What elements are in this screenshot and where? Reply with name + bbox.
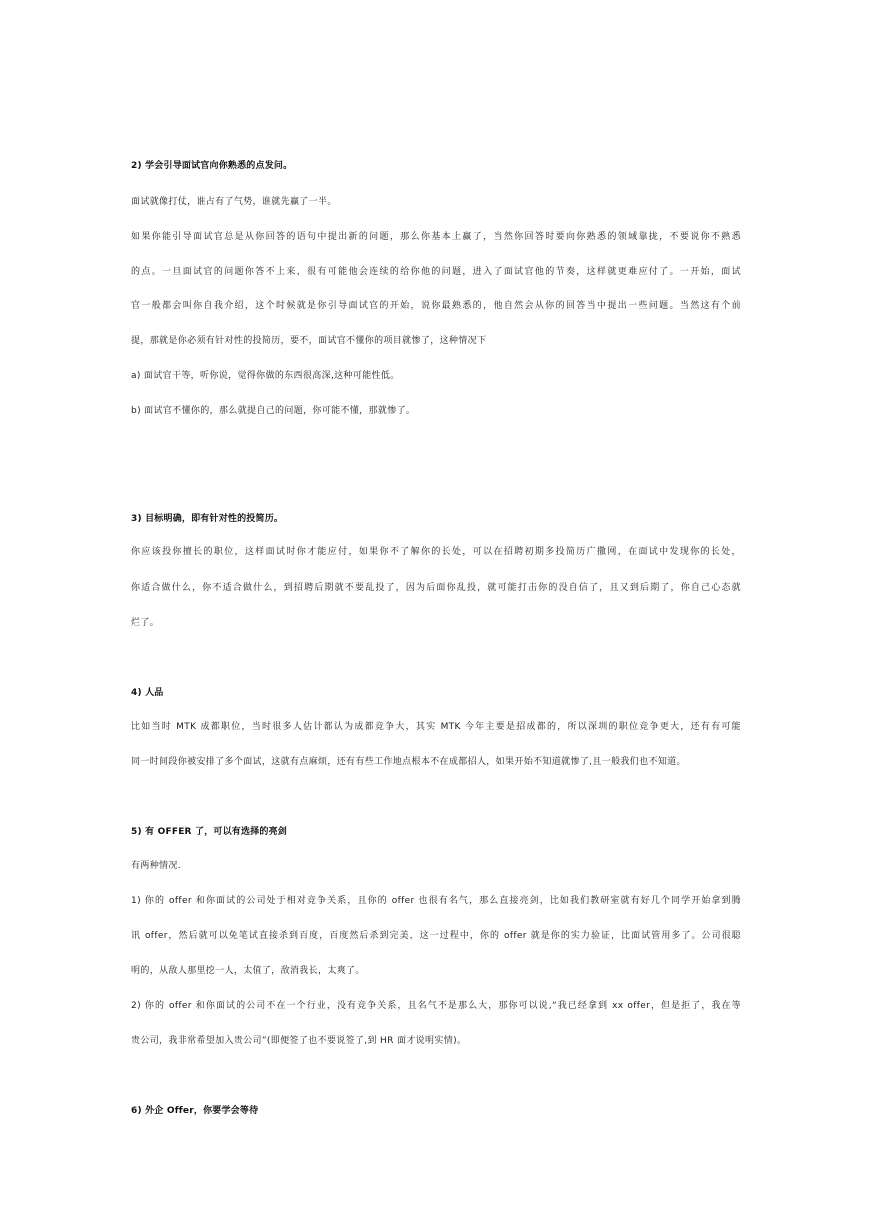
section-heading: 4) 人品 bbox=[131, 688, 164, 698]
paragraph-line: 的点。一旦面试官的问题你答不上来，很有可能他会连续的给你他的问题，进入了面试官他的节奏，这样就更难应付了。一开始，面试 bbox=[131, 267, 741, 277]
paragraph-line: 有两种情况. bbox=[131, 861, 181, 871]
section-heading: 5) 有 OFFER 了，可以有选择的亮剑 bbox=[131, 827, 288, 837]
paragraph-line: 烂了。 bbox=[131, 618, 160, 628]
paragraph-line: 你适合做什么，你不适合做什么，到招聘后期就不要乱投了，因为后面你乱投，就可能打击你的没自信了，且又到后期了，你自己心态就 bbox=[131, 583, 741, 593]
paragraph-line: 提，那就是你必须有针对性的投简历，要不，面试官不懂你的项目就惨了，这种情况下 bbox=[131, 336, 487, 346]
section-heading: 2) 学会引导面试官向你熟悉的点发问。 bbox=[131, 161, 293, 171]
paragraph-line: 你应该投你擅长的职位，这样面试时你才能应付，如果你不了解你的长处，可以在招聘初期多投简历广撒网，在面试中发现你的长处， bbox=[131, 547, 741, 557]
paragraph-line: 比如当时 MTK 成都职位，当时很多人估计都认为成都竞争大，其实 MTK 今年主要是招成都的，所以深圳的职位竞争更大，还有有可能 bbox=[131, 722, 741, 732]
paragraph-line: 官一般都会叫你自我介绍，这个时候就是你引导面试官的开始，说你最熟悉的，他自然会从你的回答当中提出一些问题。当然这有个前 bbox=[131, 301, 741, 311]
paragraph-line: 讯 offer，然后就可以免笔试直接杀到百度，百度然后杀到完美，这一过程中，你的 offer 就是你的实力验证，比面试管用多了。公司很聪 bbox=[131, 931, 741, 941]
section-heading: 6) 外企 Offer，你要学会等待 bbox=[131, 1106, 259, 1116]
list-item: 2) 你的 offer 和你面试的公司不在一个行业，没有竞争关系，且名气不是那么大，那你可以说,“我已经拿到 xx offer，但是拒了，我在等 bbox=[131, 1001, 741, 1011]
paragraph-line: 如果你能引导面试官总是从你回答的语句中提出新的问题，那么你基本上赢了，当然你回答时要向你熟悉的领域靠拢，不要说你不熟悉 bbox=[131, 232, 741, 242]
paragraph-line: 同一时间段你被安排了多个面试，这就有点麻烦，还有有些工作地点根本不在成都招人，如果开始不知道就惨了,且一般我们也不知道。 bbox=[131, 757, 686, 767]
section-heading: 3) 目标明确，即有针对性的投简历。 bbox=[131, 514, 284, 524]
paragraph-line: 面试就像打仗，谁占有了气势，谁就先赢了一半。 bbox=[131, 197, 337, 207]
paragraph-line: 明的，从敌人那里挖一人，太值了，敌消我长，太爽了。 bbox=[131, 966, 365, 976]
list-item: b) 面试官不懂你的，那么就提自己的问题，你可能不懂，那就惨了。 bbox=[131, 406, 416, 416]
paragraph-line: 贵公司，我非常希望加入贵公司”(即便签了也不要说签了,到 HR 面才说明实情)。 bbox=[131, 1036, 467, 1046]
list-item: 1) 你的 offer 和你面试的公司处于相对竞争关系，且你的 offer 也很有名气，那么直接亮剑，比如我们教研室就有好几个同学开始拿到腾 bbox=[131, 896, 741, 906]
list-item: a) 面试官干等，听你说，觉得你做的东西很高深,这种可能性低。 bbox=[131, 371, 400, 381]
